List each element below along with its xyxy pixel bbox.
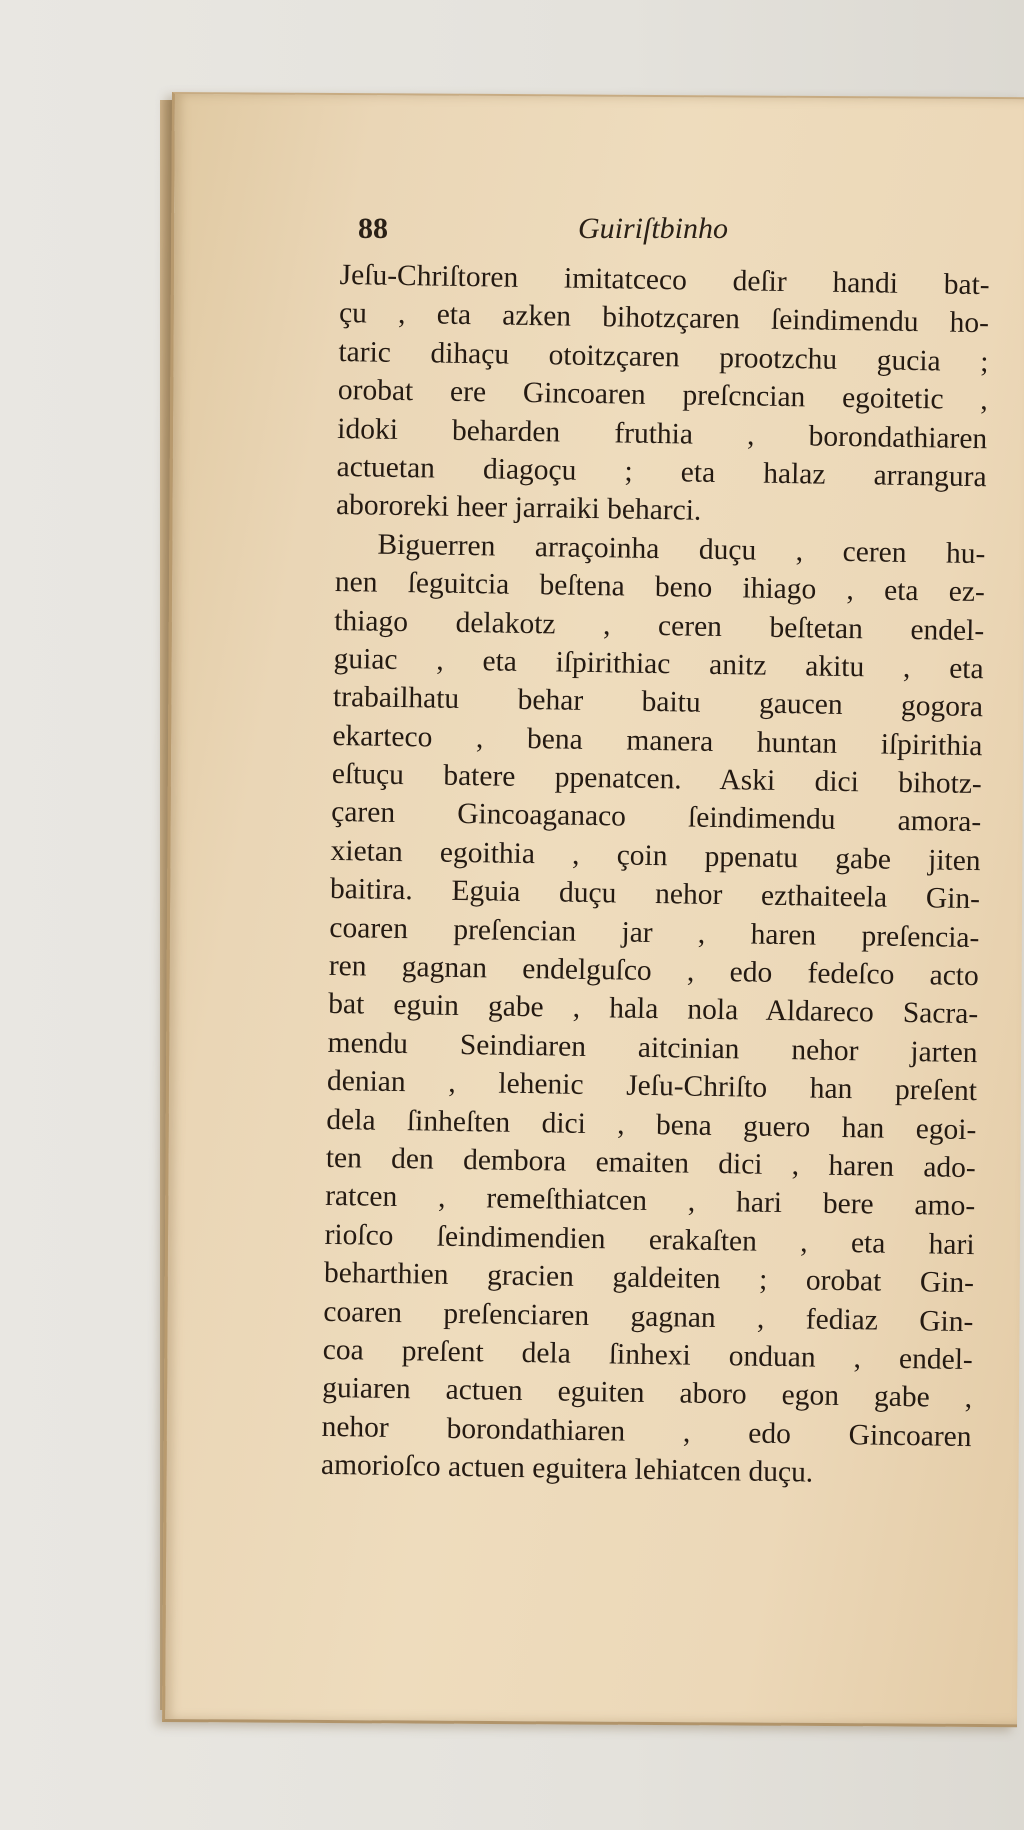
- text-line: Jeſu-Chriſtoren imitatceco deſir handi bat-: [339, 258, 990, 302]
- running-title: Guiriſtbinho: [578, 212, 729, 245]
- text-line: ren gagnan endelguſco , edo fedeſco acto: [328, 949, 980, 993]
- text-line: guiac , eta iſpirithiac anitz akitu , eta: [333, 642, 984, 686]
- text-line: Biguerren arraçoinha duçu , ceren hu-: [377, 528, 986, 570]
- text-line: idoki beharden fruthia , borondathiaren: [337, 412, 988, 455]
- text-line: çaren Gincoaganaco ſeindimendu amora-: [331, 796, 982, 839]
- text-line: bat eguin gabe , hala nola Aldareco Sacra-: [327, 988, 979, 1031]
- text-line: abororeki heer jarraiki beharci.: [335, 489, 702, 528]
- text-line: beharthien gracien galdeiten ; orobat Gin-: [323, 1257, 975, 1300]
- page-header: [358, 212, 858, 252]
- text-line: coaren preſenciaren gagnan , fediaz Gin-: [323, 1295, 974, 1338]
- text-line: thiago delakotz , ceren beſtetan endel-: [334, 604, 985, 647]
- body-text: [321, 256, 990, 1495]
- text-line: amorioſco actuen eguitera lehiatcen duçu.: [320, 1448, 814, 1489]
- text-line: actuetan diagoçu ; eta halaz arrangura: [336, 450, 987, 494]
- text-line: eſtuçu batere ppenatcen. Aski dici bihotz-: [331, 758, 983, 801]
- text-line: nen ſeguitcia beſtena beno ihiago , eta ez-: [334, 566, 986, 609]
- text-line: ten den dembora emaiten dici , haren ado-: [325, 1141, 977, 1185]
- text-line: baitira. Eguia duçu nehor ezthaiteela Gin-: [329, 873, 981, 916]
- text-line: rioſco ſeindimendien erakaſten , eta hari: [324, 1218, 975, 1261]
- page-number: 88: [358, 212, 388, 245]
- text-line: çu , eta azken bihotzçaren ſeindimendu ho-: [338, 297, 990, 340]
- text-line: xietan egoithia , çoin ppenatu gabe jiten: [330, 834, 981, 877]
- text-line: coa preſent dela ſinhexi onduan , endel-: [322, 1333, 973, 1377]
- text-line: denian , lehenic Jeſu-Chriſto han preſent: [326, 1065, 978, 1108]
- text-line: dela ſinheſten dici , bena guero han egoi-: [326, 1103, 977, 1146]
- text-line: trabailhatu behar baitu gaucen gogora: [332, 681, 984, 724]
- text-line: ratcen , remeſthiatcen , hari bere amo-: [324, 1180, 976, 1223]
- text-line: orobat ere Gincoaren preſcncian egoitetic ,: [337, 374, 989, 417]
- text-line: guiaren actuen eguiten aboro egon gabe ,: [321, 1372, 973, 1415]
- text-line: nehor borondathiaren , edo Gincoaren: [321, 1410, 972, 1453]
- text-line: taric dihaçu otoitzçaren prootzchu gucia ;: [338, 335, 989, 378]
- text-line: ekarteco , bena manera huntan iſpirithia: [332, 719, 983, 762]
- text-line: coaren preſencian jar , haren preſencia-: [329, 911, 980, 954]
- text-line: mendu Seindiaren aitcinian nehor jarten: [327, 1026, 978, 1069]
